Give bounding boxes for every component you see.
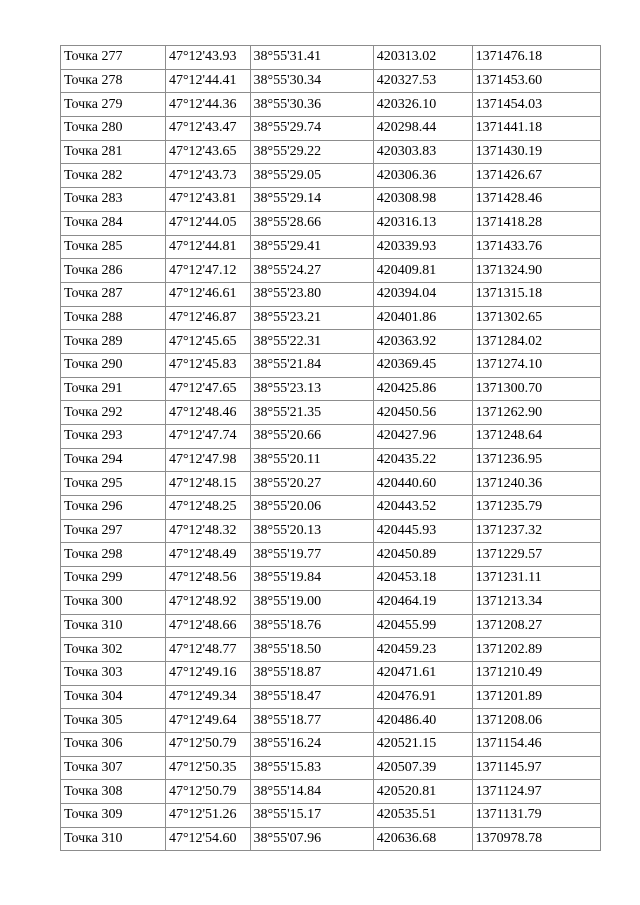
point-name-cell: Точка 288 xyxy=(61,306,166,330)
x-coordinate-cell: 420445.93 xyxy=(373,519,472,543)
point-name-cell: Точка 310 xyxy=(61,827,166,851)
point-name-cell: Точка 282 xyxy=(61,164,166,188)
x-coordinate-cell: 420313.02 xyxy=(373,46,472,70)
y-coordinate-cell: 1371210.49 xyxy=(472,661,600,685)
point-name-cell: Точка 291 xyxy=(61,377,166,401)
latitude-cell: 47°12'43.47 xyxy=(165,117,250,141)
x-coordinate-cell: 420327.53 xyxy=(373,69,472,93)
table-row xyxy=(61,140,601,164)
x-coordinate-cell: 420303.83 xyxy=(373,140,472,164)
y-coordinate-cell: 1371453.60 xyxy=(472,69,600,93)
table-row xyxy=(61,93,601,117)
longitude-cell: 38°55'29.41 xyxy=(250,235,373,259)
table-row xyxy=(61,282,601,306)
longitude-cell: 38°55'23.13 xyxy=(250,377,373,401)
x-coordinate-cell: 420535.51 xyxy=(373,804,472,828)
longitude-cell: 38°55'24.27 xyxy=(250,259,373,283)
y-coordinate-cell: 1371315.18 xyxy=(472,282,600,306)
x-coordinate-cell: 420425.86 xyxy=(373,377,472,401)
y-coordinate-cell: 1371124.97 xyxy=(472,780,600,804)
table-row xyxy=(61,448,601,472)
x-coordinate-cell: 420339.93 xyxy=(373,235,472,259)
latitude-cell: 47°12'44.81 xyxy=(165,235,250,259)
point-name-cell: Точка 308 xyxy=(61,780,166,804)
point-name-cell: Точка 287 xyxy=(61,282,166,306)
latitude-cell: 47°12'48.77 xyxy=(165,638,250,662)
table-row xyxy=(61,567,601,591)
latitude-cell: 47°12'48.25 xyxy=(165,496,250,520)
y-coordinate-cell: 1371202.89 xyxy=(472,638,600,662)
point-name-cell: Точка 298 xyxy=(61,543,166,567)
longitude-cell: 38°55'22.31 xyxy=(250,330,373,354)
table-row xyxy=(61,164,601,188)
x-coordinate-cell: 420326.10 xyxy=(373,93,472,117)
table-row xyxy=(61,306,601,330)
latitude-cell: 47°12'48.49 xyxy=(165,543,250,567)
longitude-cell: 38°55'20.11 xyxy=(250,448,373,472)
y-coordinate-cell: 1371229.57 xyxy=(472,543,600,567)
table-row xyxy=(61,638,601,662)
longitude-cell: 38°55'18.77 xyxy=(250,709,373,733)
table-row xyxy=(61,117,601,141)
y-coordinate-cell: 1371284.02 xyxy=(472,330,600,354)
latitude-cell: 47°12'48.56 xyxy=(165,567,250,591)
latitude-cell: 47°12'45.83 xyxy=(165,353,250,377)
table-row xyxy=(61,614,601,638)
point-name-cell: Точка 279 xyxy=(61,93,166,117)
latitude-cell: 47°12'46.61 xyxy=(165,282,250,306)
latitude-cell: 47°12'50.79 xyxy=(165,732,250,756)
y-coordinate-cell: 1371428.46 xyxy=(472,188,600,212)
longitude-cell: 38°55'18.50 xyxy=(250,638,373,662)
longitude-cell: 38°55'20.13 xyxy=(250,519,373,543)
latitude-cell: 47°12'46.87 xyxy=(165,306,250,330)
point-name-cell: Точка 290 xyxy=(61,353,166,377)
latitude-cell: 47°12'48.15 xyxy=(165,472,250,496)
point-name-cell: Точка 300 xyxy=(61,590,166,614)
longitude-cell: 38°55'21.35 xyxy=(250,401,373,425)
point-name-cell: Точка 293 xyxy=(61,425,166,449)
table-row xyxy=(61,69,601,93)
y-coordinate-cell: 1371201.89 xyxy=(472,685,600,709)
longitude-cell: 38°55'29.05 xyxy=(250,164,373,188)
y-coordinate-cell: 1371145.97 xyxy=(472,756,600,780)
point-name-cell: Точка 280 xyxy=(61,117,166,141)
y-coordinate-cell: 1371302.65 xyxy=(472,306,600,330)
table-row xyxy=(61,732,601,756)
x-coordinate-cell: 420521.15 xyxy=(373,732,472,756)
x-coordinate-cell: 420636.68 xyxy=(373,827,472,851)
latitude-cell: 47°12'45.65 xyxy=(165,330,250,354)
latitude-cell: 47°12'43.93 xyxy=(165,46,250,70)
point-name-cell: Точка 306 xyxy=(61,732,166,756)
table-row xyxy=(61,425,601,449)
point-name-cell: Точка 297 xyxy=(61,519,166,543)
x-coordinate-cell: 420453.18 xyxy=(373,567,472,591)
longitude-cell: 38°55'19.84 xyxy=(250,567,373,591)
latitude-cell: 47°12'51.26 xyxy=(165,804,250,828)
latitude-cell: 47°12'48.32 xyxy=(165,519,250,543)
table-row xyxy=(61,211,601,235)
longitude-cell: 38°55'20.06 xyxy=(250,496,373,520)
y-coordinate-cell: 1371433.76 xyxy=(472,235,600,259)
y-coordinate-cell: 1371235.79 xyxy=(472,496,600,520)
latitude-cell: 47°12'48.66 xyxy=(165,614,250,638)
longitude-cell: 38°55'30.36 xyxy=(250,93,373,117)
y-coordinate-cell: 1371274.10 xyxy=(472,353,600,377)
x-coordinate-cell: 420306.36 xyxy=(373,164,472,188)
point-name-cell: Точка 277 xyxy=(61,46,166,70)
point-name-cell: Точка 289 xyxy=(61,330,166,354)
latitude-cell: 47°12'49.16 xyxy=(165,661,250,685)
longitude-cell: 38°55'19.00 xyxy=(250,590,373,614)
latitude-cell: 47°12'49.64 xyxy=(165,709,250,733)
y-coordinate-cell: 1371262.90 xyxy=(472,401,600,425)
y-coordinate-cell: 1371208.06 xyxy=(472,709,600,733)
latitude-cell: 47°12'54.60 xyxy=(165,827,250,851)
table-row xyxy=(61,780,601,804)
x-coordinate-cell: 420363.92 xyxy=(373,330,472,354)
longitude-cell: 38°55'18.87 xyxy=(250,661,373,685)
x-coordinate-cell: 420476.91 xyxy=(373,685,472,709)
y-coordinate-cell: 1371154.46 xyxy=(472,732,600,756)
latitude-cell: 47°12'47.98 xyxy=(165,448,250,472)
point-name-cell: Точка 299 xyxy=(61,567,166,591)
longitude-cell: 38°55'20.66 xyxy=(250,425,373,449)
longitude-cell: 38°55'18.76 xyxy=(250,614,373,638)
x-coordinate-cell: 420443.52 xyxy=(373,496,472,520)
y-coordinate-cell: 1371236.95 xyxy=(472,448,600,472)
x-coordinate-cell: 420486.40 xyxy=(373,709,472,733)
table-row xyxy=(61,472,601,496)
table-row xyxy=(61,46,601,70)
y-coordinate-cell: 1371430.19 xyxy=(472,140,600,164)
latitude-cell: 47°12'48.92 xyxy=(165,590,250,614)
y-coordinate-cell: 1371324.90 xyxy=(472,259,600,283)
x-coordinate-cell: 420507.39 xyxy=(373,756,472,780)
point-name-cell: Точка 294 xyxy=(61,448,166,472)
x-coordinate-cell: 420427.96 xyxy=(373,425,472,449)
point-name-cell: Точка 305 xyxy=(61,709,166,733)
y-coordinate-cell: 1371240.36 xyxy=(472,472,600,496)
y-coordinate-cell: 1371237.32 xyxy=(472,519,600,543)
x-coordinate-cell: 420435.22 xyxy=(373,448,472,472)
x-coordinate-cell: 420401.86 xyxy=(373,306,472,330)
latitude-cell: 47°12'48.46 xyxy=(165,401,250,425)
table-row xyxy=(61,519,601,543)
x-coordinate-cell: 420464.19 xyxy=(373,590,472,614)
x-coordinate-cell: 420520.81 xyxy=(373,780,472,804)
table-row xyxy=(61,590,601,614)
y-coordinate-cell: 1371213.34 xyxy=(472,590,600,614)
point-name-cell: Точка 302 xyxy=(61,638,166,662)
table-row xyxy=(61,330,601,354)
longitude-cell: 38°55'23.21 xyxy=(250,306,373,330)
table-row xyxy=(61,543,601,567)
table-row xyxy=(61,235,601,259)
point-name-cell: Точка 295 xyxy=(61,472,166,496)
latitude-cell: 47°12'43.65 xyxy=(165,140,250,164)
x-coordinate-cell: 420440.60 xyxy=(373,472,472,496)
latitude-cell: 47°12'47.74 xyxy=(165,425,250,449)
latitude-cell: 47°12'50.79 xyxy=(165,780,250,804)
longitude-cell: 38°55'16.24 xyxy=(250,732,373,756)
table-row xyxy=(61,661,601,685)
x-coordinate-cell: 420459.23 xyxy=(373,638,472,662)
longitude-cell: 38°55'29.74 xyxy=(250,117,373,141)
y-coordinate-cell: 1370978.78 xyxy=(472,827,600,851)
latitude-cell: 47°12'43.81 xyxy=(165,188,250,212)
table-row xyxy=(61,756,601,780)
x-coordinate-cell: 420409.81 xyxy=(373,259,472,283)
x-coordinate-cell: 420471.61 xyxy=(373,661,472,685)
table-row xyxy=(61,709,601,733)
table-row xyxy=(61,401,601,425)
point-name-cell: Точка 310 xyxy=(61,614,166,638)
longitude-cell: 38°55'14.84 xyxy=(250,780,373,804)
x-coordinate-cell: 420394.04 xyxy=(373,282,472,306)
latitude-cell: 47°12'50.35 xyxy=(165,756,250,780)
longitude-cell: 38°55'20.27 xyxy=(250,472,373,496)
point-name-cell: Точка 283 xyxy=(61,188,166,212)
y-coordinate-cell: 1371300.70 xyxy=(472,377,600,401)
longitude-cell: 38°55'18.47 xyxy=(250,685,373,709)
point-name-cell: Точка 285 xyxy=(61,235,166,259)
longitude-cell: 38°55'28.66 xyxy=(250,211,373,235)
y-coordinate-cell: 1371426.67 xyxy=(472,164,600,188)
x-coordinate-cell: 420298.44 xyxy=(373,117,472,141)
latitude-cell: 47°12'44.36 xyxy=(165,93,250,117)
point-name-cell: Точка 292 xyxy=(61,401,166,425)
y-coordinate-cell: 1371441.18 xyxy=(472,117,600,141)
x-coordinate-cell: 420450.56 xyxy=(373,401,472,425)
latitude-cell: 47°12'47.12 xyxy=(165,259,250,283)
x-coordinate-cell: 420450.89 xyxy=(373,543,472,567)
table-row xyxy=(61,496,601,520)
point-name-cell: Точка 309 xyxy=(61,804,166,828)
table-row xyxy=(61,353,601,377)
longitude-cell: 38°55'29.22 xyxy=(250,140,373,164)
latitude-cell: 47°12'44.05 xyxy=(165,211,250,235)
y-coordinate-cell: 1371454.03 xyxy=(472,93,600,117)
point-name-cell: Точка 284 xyxy=(61,211,166,235)
y-coordinate-cell: 1371231.11 xyxy=(472,567,600,591)
longitude-cell: 38°55'31.41 xyxy=(250,46,373,70)
longitude-cell: 38°55'15.17 xyxy=(250,804,373,828)
y-coordinate-cell: 1371418.28 xyxy=(472,211,600,235)
longitude-cell: 38°55'07.96 xyxy=(250,827,373,851)
longitude-cell: 38°55'29.14 xyxy=(250,188,373,212)
x-coordinate-cell: 420369.45 xyxy=(373,353,472,377)
longitude-cell: 38°55'21.84 xyxy=(250,353,373,377)
y-coordinate-cell: 1371208.27 xyxy=(472,614,600,638)
longitude-cell: 38°55'30.34 xyxy=(250,69,373,93)
point-name-cell: Точка 286 xyxy=(61,259,166,283)
y-coordinate-cell: 1371476.18 xyxy=(472,46,600,70)
x-coordinate-cell: 420308.98 xyxy=(373,188,472,212)
point-name-cell: Точка 303 xyxy=(61,661,166,685)
table-row xyxy=(61,685,601,709)
y-coordinate-cell: 1371131.79 xyxy=(472,804,600,828)
longitude-cell: 38°55'19.77 xyxy=(250,543,373,567)
coordinates-table-body xyxy=(61,46,601,851)
point-name-cell: Точка 281 xyxy=(61,140,166,164)
point-name-cell: Точка 296 xyxy=(61,496,166,520)
coordinates-table xyxy=(60,45,601,851)
point-name-cell: Точка 278 xyxy=(61,69,166,93)
longitude-cell: 38°55'23.80 xyxy=(250,282,373,306)
point-name-cell: Точка 307 xyxy=(61,756,166,780)
point-name-cell: Точка 304 xyxy=(61,685,166,709)
table-row xyxy=(61,188,601,212)
y-coordinate-cell: 1371248.64 xyxy=(472,425,600,449)
table-row xyxy=(61,804,601,828)
x-coordinate-cell: 420316.13 xyxy=(373,211,472,235)
table-row xyxy=(61,827,601,851)
latitude-cell: 47°12'44.41 xyxy=(165,69,250,93)
latitude-cell: 47°12'43.73 xyxy=(165,164,250,188)
table-row xyxy=(61,259,601,283)
latitude-cell: 47°12'49.34 xyxy=(165,685,250,709)
x-coordinate-cell: 420455.99 xyxy=(373,614,472,638)
table-row xyxy=(61,377,601,401)
longitude-cell: 38°55'15.83 xyxy=(250,756,373,780)
latitude-cell: 47°12'47.65 xyxy=(165,377,250,401)
